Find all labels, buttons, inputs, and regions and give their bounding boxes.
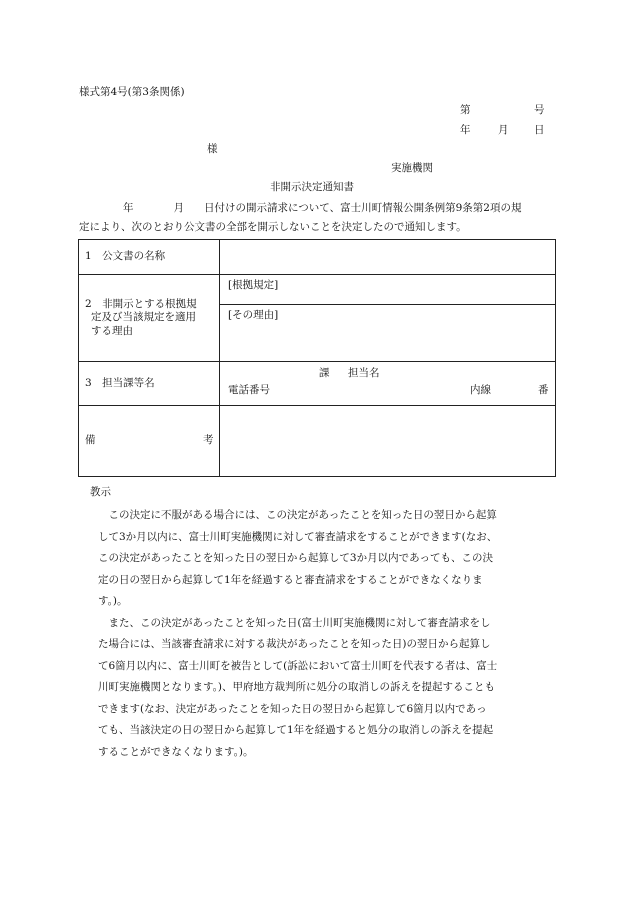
reason-label: [その理由] (228, 309, 279, 321)
intro-month: 月 (173, 202, 184, 214)
department-cell (220, 362, 556, 406)
issuer-label: 実施機関 (391, 162, 433, 174)
nondisclosure-reason-label (79, 275, 220, 362)
recipient-honorific: 様 (207, 143, 218, 155)
notice-line: して3か月以内に、富士川町実施機関に対して審査請求をすることができます(なお、 (98, 530, 498, 543)
date-month-label: 月 (498, 124, 509, 136)
document-title: 非開示決定通知書 (270, 181, 354, 193)
extension-label: 内線 (470, 384, 491, 396)
department-ka: 課 (319, 367, 330, 379)
remarks-label-b: 考 (203, 434, 214, 446)
notice-body (98, 505, 558, 763)
notice-line: この決定があったことを知った日の翌日から起算して3か月以内であっても、この決 (98, 552, 493, 564)
notice-line: この決定に不服がある場合には、この決定があったことを知った日の翌日から起算 (98, 509, 497, 521)
notice-line: 川町実施機関となります。)、甲府地方裁判所に処分の取消しの訴えを提起することも (98, 681, 496, 693)
notice-line: することができなくなります。)。 (98, 745, 254, 758)
extension-suffix: 番 (538, 384, 549, 396)
table-row (79, 240, 556, 275)
reason-cell (220, 305, 556, 362)
intro-paragraph (79, 199, 551, 237)
date-day-label: 日 (534, 124, 545, 136)
document-name-value (220, 240, 556, 275)
notice-line: また、この決定があったことを知った日(富士川町実施機関に対して審査請求をし (98, 616, 491, 629)
notice-line: 定の日の翌日から起算して1年を経過すると審査請求をすることができなくなりま (98, 573, 483, 586)
table-row (79, 362, 556, 406)
phone-label: 電話番号 (228, 384, 270, 396)
notice-line: た場合には、当該審査請求に対する裁決があったことを知った日)の翌日から起算し (98, 638, 491, 650)
staff-name-label: 担当名 (348, 367, 380, 379)
reason-label-line3: する理由 (91, 324, 133, 337)
notice-line: て6箇月以内に、富士川町を被告として(訴訟において富士川町を代表する者は、富士 (98, 659, 498, 672)
legal-basis-label: [根拠規定] (228, 279, 279, 291)
date-year-label: 年 (460, 124, 471, 136)
notice-line: できます(なお、決定があったことを知った日の翌日から起算して6箇月以内であっ (98, 702, 487, 715)
table-row (79, 406, 556, 477)
document-number-suffix: 号 (534, 104, 545, 116)
form-number-label: 様式第4号(第3条関係) (79, 86, 185, 98)
legal-basis-cell (220, 275, 556, 305)
remarks-value (220, 406, 556, 477)
notice-line: ても、当該決定の日の翌日から起算して1年を経過すると処分の取消しの訴えを提起 (98, 724, 494, 736)
info-table (78, 239, 556, 477)
reason-label-line1: 2 非開示とする根拠規 (85, 297, 197, 310)
reason-label-line2: 定及び当該規定を適用 (91, 311, 196, 324)
department-label: 3 担当課等名 (79, 362, 220, 406)
document-name-label: 1 公文書の名称 (79, 240, 220, 275)
remarks-label-a: 備 (85, 434, 96, 446)
notice-line: す。)。 (98, 595, 128, 607)
remarks-label (79, 406, 220, 477)
intro-line2-text: 定により、次のとおり公文書の全部を開示しないことを決定したので通知します。 (79, 221, 467, 233)
intro-year: 年 (123, 202, 134, 214)
notice-heading: 教示 (90, 486, 111, 498)
intro-line1-text: 日付けの開示請求について、富士川町情報公開条例第9条第2項の規 (204, 202, 522, 214)
document-number-label: 第 (460, 104, 471, 116)
table-row (79, 275, 556, 305)
